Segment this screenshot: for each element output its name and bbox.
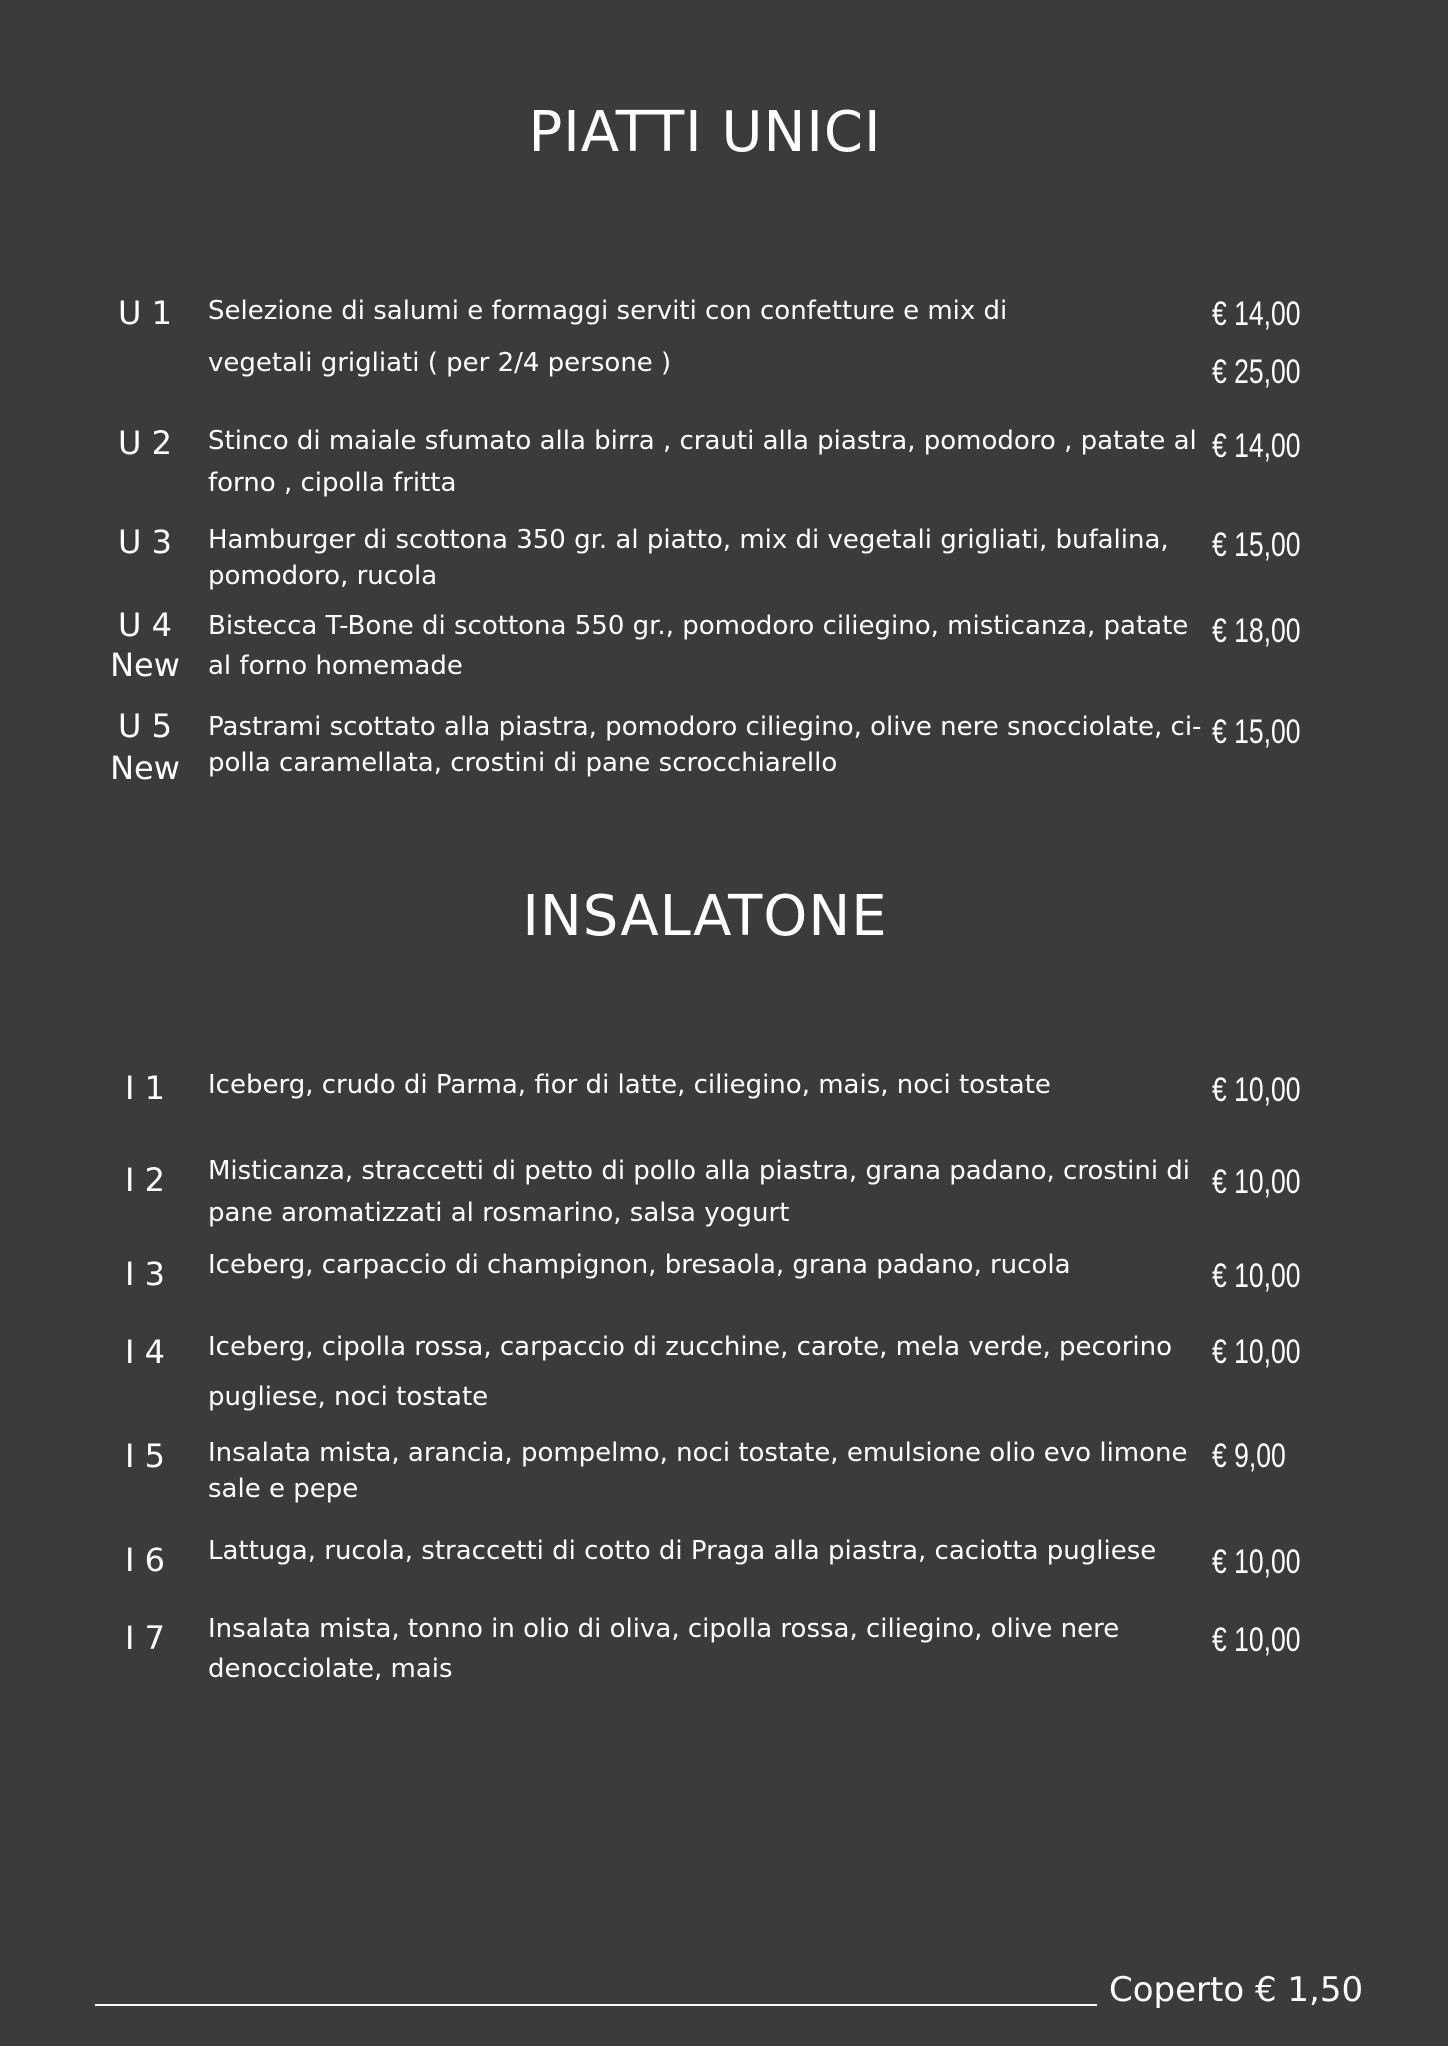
item-code: I 4 [125, 1333, 165, 1371]
item-description-line: vegetali grigliati ( per 2/4 persone ) [208, 348, 672, 378]
item-code: U 3 [118, 523, 172, 561]
item-price: € 10,00 [1212, 1543, 1301, 1581]
item-description-line: Stinco di maiale sfumato alla birra , crauti alla piastra, pomodoro , patate al [208, 426, 1197, 456]
item-description-line: Iceberg, cipolla rossa, carpaccio di zucchine, carote, mela verde, pecorino [208, 1332, 1172, 1362]
item-price: € 15,00 [1212, 526, 1301, 564]
cover-charge: Coperto € 1,50 [1109, 1970, 1364, 2010]
section-title-insalatone: INSALATONE [522, 884, 888, 949]
footer-rule [95, 2004, 1097, 2006]
item-price: € 15,00 [1212, 713, 1301, 751]
item-description-line: Misticanza, straccetti di petto di pollo alla piastra, grana padano, crostini di [208, 1156, 1191, 1186]
item-description-line: polla caramellata, crostini di pane scrocchiarello [208, 748, 838, 778]
item-price: € 10,00 [1212, 1621, 1301, 1659]
item-description-line: al forno homemade [208, 651, 463, 681]
item-code: U 4 [118, 606, 172, 644]
item-code: I 7 [125, 1619, 165, 1657]
item-price: € 14,00 [1212, 295, 1301, 333]
item-description-line: Selezione di salumi e formaggi serviti con confetture e mix di [208, 296, 1008, 326]
item-description-line: Insalata mista, arancia, pompelmo, noci tostate, emulsione olio evo limone [208, 1438, 1188, 1468]
item-code: I 2 [125, 1161, 165, 1199]
item-description-line: Insalata mista, tonno in olio di oliva, cipolla rossa, ciliegino, olive nere [208, 1614, 1120, 1644]
item-price: € 25,00 [1212, 353, 1301, 391]
item-price: € 10,00 [1212, 1333, 1301, 1371]
item-code: I 5 [125, 1437, 165, 1475]
item-description-line: Lattuga, rucola, straccetti di cotto di Praga alla piastra, caciotta pugliese [208, 1536, 1157, 1566]
item-description-line: sale e pepe [208, 1474, 359, 1504]
item-price: € 10,00 [1212, 1257, 1301, 1295]
item-price: € 14,00 [1212, 427, 1301, 465]
item-description-line: Iceberg, carpaccio di champignon, bresaola, grana padano, rucola [208, 1250, 1071, 1280]
item-description-line: forno , cipolla fritta [208, 468, 457, 498]
item-code: U 5 [118, 707, 172, 745]
item-description-line: pomodoro, rucola [208, 561, 438, 591]
item-price: € 10,00 [1212, 1163, 1301, 1201]
item-price: € 10,00 [1212, 1071, 1301, 1109]
item-description-line: Hamburger di scottona 350 gr. al piatto, mix di vegetali grigliati, bufalina, [208, 525, 1169, 555]
item-description-line: Pastrami scottato alla piastra, pomodoro ciliegino, olive nere snocciolate, ci- [208, 712, 1202, 742]
item-description-line: Iceberg, crudo di Parma, fior di latte, ciliegino, mais, noci tostate [208, 1070, 1051, 1100]
item-code: I 1 [125, 1069, 165, 1107]
item-code: U 1 [118, 294, 172, 332]
item-description-line: Bistecca T-Bone di scottona 550 gr., pomodoro ciliegino, misticanza, patate [208, 611, 1189, 641]
item-description-line: denocciolate, mais [208, 1654, 453, 1684]
item-description-line: pugliese, noci tostate [208, 1382, 489, 1412]
item-description-line: pane aromatizzati al rosmarino, salsa yogurt [208, 1198, 790, 1228]
item-code: U 2 [118, 424, 172, 462]
new-badge: New [110, 646, 180, 684]
item-price: € 9,00 [1212, 1437, 1286, 1475]
item-code: I 6 [125, 1541, 165, 1579]
footer [95, 1968, 1364, 2018]
new-badge: New [110, 749, 180, 787]
item-code: I 3 [125, 1255, 165, 1293]
item-price: € 18,00 [1212, 612, 1301, 650]
section-title-piatti-unici: PIATTI UNICI [528, 100, 882, 165]
